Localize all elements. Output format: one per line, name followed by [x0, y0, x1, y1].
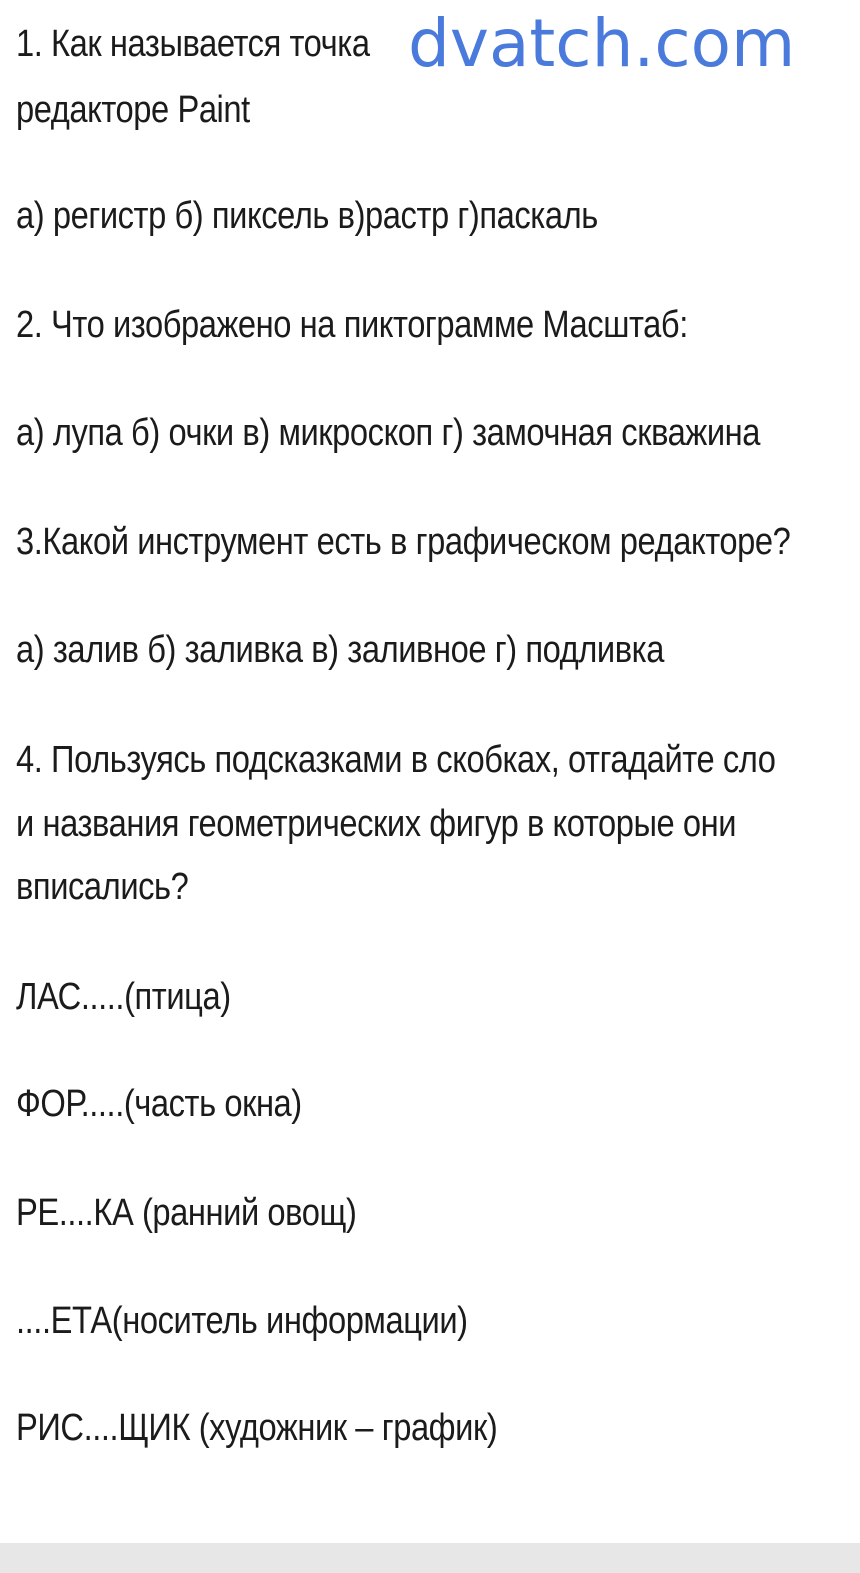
- question-2: 2. Что изображено на пиктограмме Масштаб:: [16, 304, 688, 346]
- riddle-word-1: ЛАС.....(птица): [16, 976, 231, 1018]
- question-3-options: а) залив б) заливка в) заливное г) подливка: [16, 629, 664, 671]
- bottom-bar: [0, 1543, 860, 1573]
- question-3: 3.Какой инструмент есть в графическом редакторе?: [16, 521, 791, 563]
- riddle-word-2: ФОР.....(часть окна): [16, 1083, 302, 1125]
- question-1-line-2: редакторе Paint: [16, 89, 250, 131]
- watermark-text: dvatch.com: [408, 5, 796, 82]
- question-4-line-3: вписались?: [16, 866, 189, 908]
- question-4-line-2: и названия геометрических фигур в которые они: [16, 803, 737, 845]
- question-1-options: а) регистр б) пиксель в)растр г)паскаль: [16, 195, 598, 237]
- riddle-word-4: ....ЕТА(носитель информации): [16, 1300, 468, 1342]
- question-2-options: а) лупа б) очки в) микроскоп г) замочная скважина: [16, 412, 761, 454]
- riddle-word-3: РЕ....КА (ранний овощ): [16, 1192, 357, 1234]
- riddle-word-5: РИС....ЩИК (художник – график): [16, 1407, 498, 1449]
- question-1-line-1: 1. Как называется точка: [16, 23, 370, 65]
- question-4-line-1: 4. Пользуясь подсказками в скобках, отгадайте сло: [16, 739, 776, 781]
